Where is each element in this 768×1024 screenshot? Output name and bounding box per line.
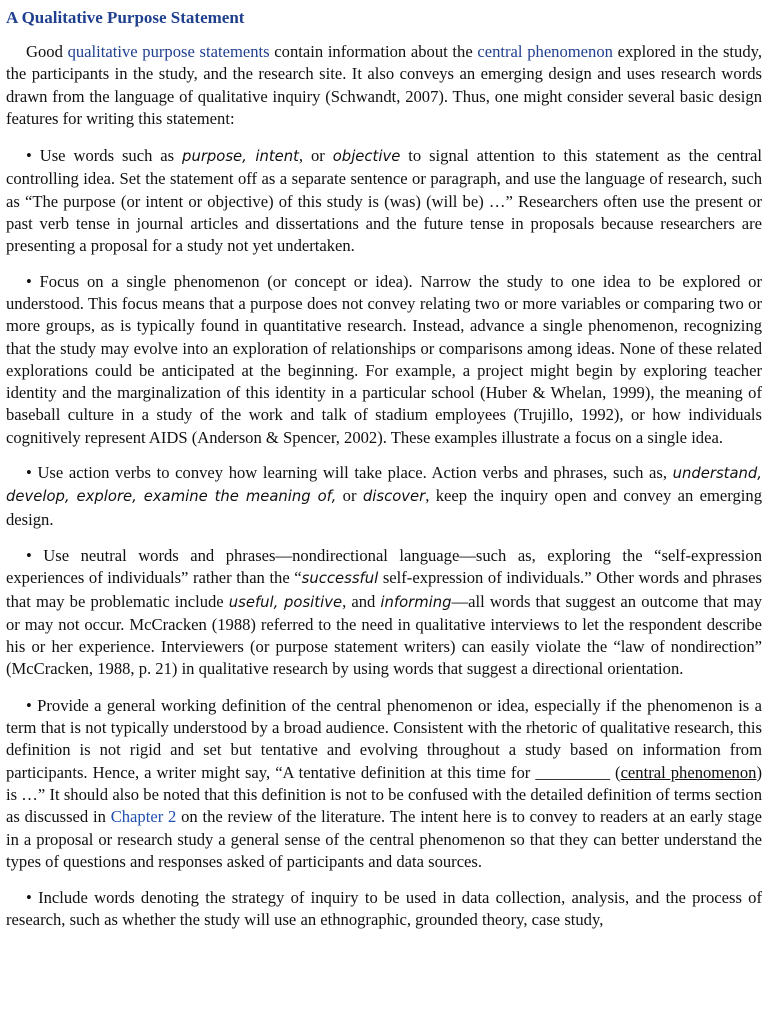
chapter-2-link[interactable]: Chapter 2 [110,807,177,827]
bullet-strategy-of-inquiry: • Include words denoting the strategy of inquiry to be used in data collection, analysis, and the process of research, such as whether the study will use an ethnographic, grounded theory, case study, [6,888,762,930]
term-qualitative-purpose-statements: qualitative purpose statements [67,42,270,61]
bullet-purpose-words: • Use words such as purpose, intent, or objective to signal attention to this statement as the central controlling idea. Set the statement off as a separate sentence or paragraph, and use the language of research, such as “The purpose (or intent or objective) of this study is (was) (will be) …” Researchers often use the present or past verb tense in journal articles and dissertations and the future tense in proposals because researchers are presenting a proposal for a study not yet undertaken. [6,146,762,256]
term-central-phenomenon: central phenomenon [477,42,613,61]
bullet-single-phenomenon: • Focus on a single phenomenon (or concept or idea). Narrow the study to one idea to be explored or understood. This focus means that a purpose does not convey relating two or more variables or comparing two or more groups, as is typically found in quantitative research. Instead, advance a single phenomenon, recognizing that the study may evolve into an exploration of relationships or comparisons among ideas. None of these related explorations could be anticipated at the beginning. For example, a project might begin by exploring teacher identity and the marginalization of this identity in a particular school (Huber & Whelan, 1999), the meaning of baseball culture in a study of the work and talk of stadium employees (Trujillo, 1992), or how individuals cognitively represent AIDS (Anderson & Spencer, 2002). These examples illustrate a focus on a single idea. [6,271,762,447]
intro-paragraph: Good qualitative purpose statements contain information about the central phenomenon explored in the study, the participants in the study, and the research site. It also conveys an emerging design and uses research words drawn from the language of qualitative inquiry (Schwandt, 2007). Thus, one might consider several basic design features for writing this statement: [6,42,762,128]
bullet-working-definition: • Provide a general working definition of the central phenomenon or idea, especially if the phenomenon is a term that is not typically understood by a broad audience. Consistent with the rhetoric of qualitative research, this definition is not rigid and set but tentative and evolving throughout a study based on information from participants. Hence, a writer might say, “A tentative definition at this time for _________ (central phenomenon) is …” It should also be noted that this definition is not to be confused with the detailed definition of terms section as discussed in Chapter 2 on the review of the literature. The intent here is to convey to readers at an early stage in a proposal or research study a general sense of the central phenomenon so that they can better understand the types of questions and responses asked of participants and data sources. [6,695,762,871]
document-page [6,0,762,932]
section-heading: A Qualitative Purpose Statement [6,8,245,27]
bullet-action-verbs: • Use action verbs to convey how learning will take place. Action verbs and phrases, such as, understand, develop, explore, examine the meaning of, or discover, keep the inquiry open and convey an emerging design. [6,463,763,529]
bullet-neutral-words: • Use neutral words and phrases—nondirectional language—such as, exploring the “self-expression experiences of individuals” rather than the “successful self-expression of individuals.” Other words and phrases that may be problematic include useful, positive, and informing—all words that suggest an outcome that may or may not occur. McCracken (1988) referred to the need in qualitative interviews to let the respondent describe his or her experience. Interviewers (or purpose statement writers) can easily violate the “law of nondirection” (McCracken, 1988, p. 21) in qualitative research by using words that suggest a directional orientation. [6,545,763,679]
